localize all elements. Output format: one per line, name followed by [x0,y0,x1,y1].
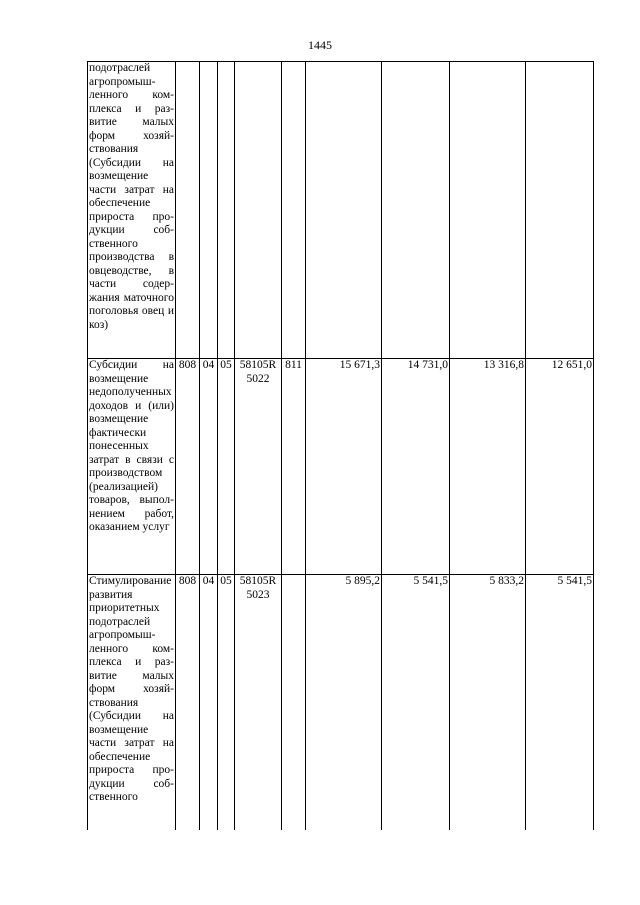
value-cell [306,62,382,359]
pr-cell: 05 [218,359,235,575]
table-row [88,359,594,575]
vr-cell: 811 [282,359,306,575]
grbs-cell [176,62,200,359]
rz-cell: 04 [200,575,218,831]
row-name-cell: Стимулирование развития приоритетных подотраслей агропромышленного комплекса и развитие малых форм хозяйствования (Субсидии на возмещение части затрат на обеспечение прироста продукции собственного [88,575,176,831]
value-cell [382,62,450,359]
value-cell: 5 541,5 [382,575,450,831]
budget-table [87,61,594,830]
rz-cell [200,62,218,359]
csr-cell [235,62,282,359]
value-cell: 5 895,2 [306,575,382,831]
value-cell [450,62,526,359]
rz-cell: 04 [200,359,218,575]
grbs-cell: 808 [176,359,200,575]
csr-cell: 58105R 5023 [235,575,282,831]
value-cell: 5 833,2 [450,575,526,831]
value-cell: 13 316,8 [450,359,526,575]
grbs-cell: 808 [176,575,200,831]
page-number: 1445 [308,38,332,52]
table-row [88,62,594,359]
value-cell: 15 671,3 [306,359,382,575]
vr-cell [282,575,306,831]
pr-cell [218,62,235,359]
table-row [88,575,594,831]
pr-cell: 05 [218,575,235,831]
value-cell [526,62,594,359]
row-name-cell: Субсидии на возмещение недополученных доходов и (или) возмещение фактически понесенных затрат в связи с производством (реализацией) товаров, выполнением работ, оказанием услуг [88,359,176,575]
value-cell: 14 731,0 [382,359,450,575]
vr-cell [282,62,306,359]
value-cell: 5 541,5 [526,575,594,831]
value-cell: 12 651,0 [526,359,594,575]
row-name-cell: подотраслей агропромышленного комплекса и развитие малых форм хозяйствования (Субсидии на возмещение части затрат на обеспечение прироста продукции собственного производства в овцеводстве, в части содержания маточного поголовья овец и коз) [88,62,176,359]
csr-cell: 58105R 5022 [235,359,282,575]
